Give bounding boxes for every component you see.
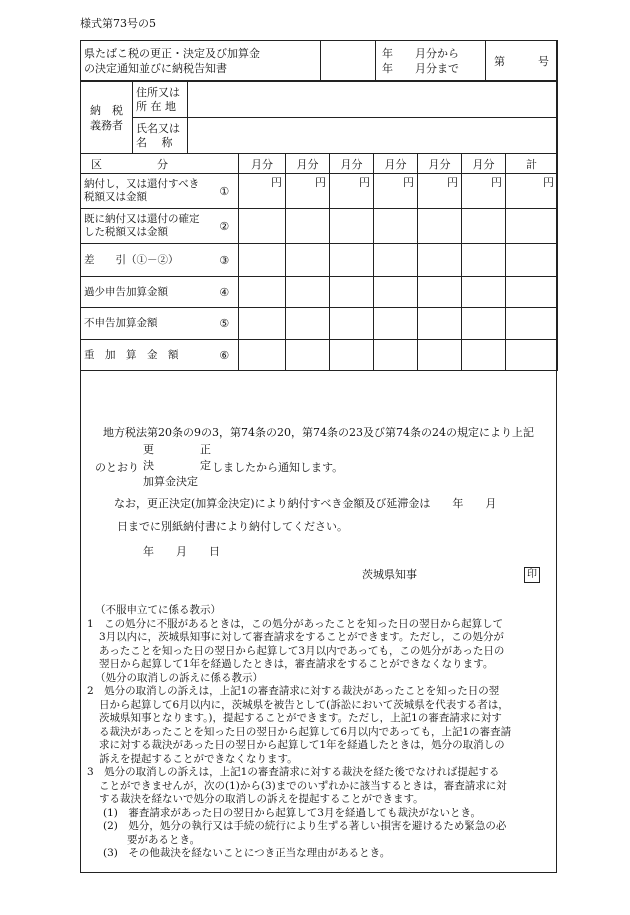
- amount-row: [81, 174, 558, 209]
- amount-row-label: 不申告加算金額: [81, 308, 211, 340]
- option-kettei-1: 決: [143, 459, 154, 472]
- amount-row-label: 過少申告加算金額: [81, 277, 211, 308]
- law-text: 地方税法第20条の9の3，第74条の20，第74条の23及び第74条の24の規定により上記: [103, 426, 534, 439]
- appeal-p2-line5: 求に対する裁決があった日の翌日から起算して1年を経過したときは，処分の取消しの: [99, 739, 505, 751]
- amount-cell[interactable]: [418, 277, 462, 308]
- appeal-p2-line4: る裁決があったことを知った日の翌日から起算して6月以内であっても，上記1の審査請: [99, 725, 512, 738]
- amount-total-cell[interactable]: [506, 277, 558, 308]
- amount-row-label: 既に納付又は還付の確定した税額又は金額: [81, 209, 211, 244]
- notify-text: しましたから通知します。: [212, 461, 344, 474]
- amount-row: [81, 244, 558, 277]
- taxpayer-label: 納 税 義務者: [81, 82, 133, 154]
- option-kasankin: 加算金決定: [143, 475, 198, 488]
- form-number: 様式第73号の5: [80, 17, 156, 30]
- total-header: 計: [506, 154, 558, 174]
- amount-cell[interactable]: [418, 244, 462, 277]
- amount-cell[interactable]: [330, 244, 374, 277]
- amount-row-label: 差 引（①－②）: [81, 244, 211, 277]
- appeal-p1-line1: 1 この処分に不服があるときは，この処分があったことを知った日の翌日から起算して: [87, 617, 504, 630]
- amount-total-cell[interactable]: [506, 244, 558, 277]
- address-label: 住所又は 所 在 地: [133, 82, 188, 118]
- amount-cell[interactable]: [418, 308, 462, 340]
- appeal-p2-line2: 日から起算して6月以内に，茨城県を被告として(訴訟において茨城県を代表する者は，: [99, 698, 509, 711]
- amounts-table: [80, 153, 558, 371]
- amount-cell[interactable]: 円: [239, 174, 286, 209]
- amount-cell[interactable]: [330, 308, 374, 340]
- amount-row: [81, 277, 558, 308]
- appeal-p3-line1: 3 処分の取消しの訴えは，上記1の審査請求に対する裁決を経た後でなければ提起する: [87, 766, 500, 778]
- lawsuit-heading: （処分の取消しの訴えに係る教示）: [95, 671, 263, 684]
- amount-cell[interactable]: [462, 308, 506, 340]
- amount-total-cell[interactable]: [506, 340, 558, 371]
- amount-cell[interactable]: [418, 340, 462, 371]
- amount-row-mark: ①: [211, 174, 239, 209]
- appeal-p3-line2: ことができませんが，次の(1)から(3)までのいずれかに該当するときは，審査請求に対: [99, 779, 507, 792]
- amount-row: [81, 209, 558, 244]
- notice-title: 県たばこ税の更正・決定及び加算金 の決定通知並びに納税告知書: [81, 41, 321, 81]
- category-header: 区 分: [81, 154, 239, 174]
- option-kousei-2: 正: [200, 443, 211, 456]
- name-value[interactable]: [188, 118, 558, 154]
- amount-cell[interactable]: [330, 277, 374, 308]
- appeal-p2-line3: 茨城県知事となります。)，提起することができます。ただし，上記1の審査請求に対す: [99, 712, 502, 724]
- month-header-4: 月分: [374, 154, 418, 174]
- appeal-p2-line6: 訴えを提起することができなくなります。: [99, 752, 298, 765]
- amount-row: [81, 308, 558, 340]
- month-header-1: 月分: [239, 154, 286, 174]
- amount-cell[interactable]: [374, 277, 418, 308]
- period-cell: 年 月分から 年 月分まで: [376, 41, 486, 81]
- amount-cell[interactable]: [374, 340, 418, 371]
- amount-cell[interactable]: [286, 340, 330, 371]
- amount-cell[interactable]: [374, 308, 418, 340]
- month-header-6: 月分: [462, 154, 506, 174]
- option-kousei-1: 更: [143, 443, 154, 456]
- appeal-p1-line4: 翌日から起算して1年を経過したときは，審査請求をすることができなくなります。: [99, 658, 494, 670]
- appeal-instructions: [87, 604, 553, 861]
- appeal-p3-line3: する裁決を経ないで処分の取消しの訴えを提起することができます。: [99, 793, 424, 805]
- month-header-3: 月分: [330, 154, 374, 174]
- amount-cell[interactable]: [286, 308, 330, 340]
- amount-cell[interactable]: [462, 244, 506, 277]
- amount-cell[interactable]: 円: [374, 174, 418, 209]
- amount-cell[interactable]: [239, 209, 286, 244]
- appeal-item2-line2: 要があるとき。: [127, 833, 201, 846]
- amount-cell[interactable]: [286, 244, 330, 277]
- option-kettei-2: 定: [200, 459, 211, 472]
- issuer-name: 茨城県知事: [362, 568, 417, 581]
- amount-total-cell[interactable]: [506, 209, 558, 244]
- amount-cell[interactable]: 円: [330, 174, 374, 209]
- name-label: 氏名又は 名 称: [133, 118, 188, 154]
- header-blank: [321, 41, 376, 81]
- amount-cell[interactable]: 円: [418, 174, 462, 209]
- amount-cell[interactable]: [462, 209, 506, 244]
- header-table: [80, 40, 558, 81]
- amount-cell[interactable]: [418, 209, 462, 244]
- appeal-p2-line1: 2 処分の取消しの訴えは，上記1の審査請求に対する裁決があったことを知った日の翌: [87, 685, 500, 697]
- amount-cell[interactable]: [239, 340, 286, 371]
- amount-total-cell[interactable]: 円: [506, 174, 558, 209]
- appeal-item2-line1: (2) 処分，処分の執行又は手続の続行により生ずる著しい損害を避けるため緊急の必: [103, 820, 507, 832]
- amount-cell[interactable]: [374, 209, 418, 244]
- appeal-item1: (1) 審査請求があった日の翌日から起算して3月を経過しても裁決がないとき。: [103, 806, 482, 819]
- amount-cell[interactable]: [330, 340, 374, 371]
- month-header-2: 月分: [286, 154, 330, 174]
- month-header-5: 月分: [418, 154, 462, 174]
- seal-mark: 印: [524, 567, 540, 583]
- toori-text: のとおり: [95, 461, 139, 474]
- appeal-item3: (3) その他裁決を経ないことにつき正当な理由があるとき。: [103, 847, 391, 859]
- amount-row-label: 納付し，又は還付すべき税額又は金額: [81, 174, 211, 209]
- amount-cell[interactable]: [239, 277, 286, 308]
- appeal-p1-line3: あったことを知った日の翌日から起算して3月以内であっても，この処分があった日の: [99, 644, 505, 657]
- amount-row-mark: ⑤: [211, 308, 239, 340]
- appeal-p1-line2: 3月以内に，茨城県知事に対して審査請求をすることができます。ただし，この処分が: [99, 631, 504, 643]
- amount-total-cell[interactable]: [506, 308, 558, 340]
- amount-cell[interactable]: [286, 277, 330, 308]
- payment-deadline-text: なお，更正決定(加算金決定)により納付すべき金額及び延滞金は 年 月: [114, 497, 497, 510]
- notice-number: 第 号: [486, 41, 558, 81]
- amount-row: [81, 340, 558, 371]
- payment-instruction: 日までに別紙納付書により納付してください。: [117, 520, 348, 533]
- amount-cell[interactable]: [374, 244, 418, 277]
- amount-row-mark: ④: [211, 277, 239, 308]
- address-value[interactable]: [188, 82, 558, 118]
- amount-cell[interactable]: [239, 308, 286, 340]
- amount-row-mark: ③: [211, 244, 239, 277]
- taxpayer-table: [80, 81, 558, 154]
- amount-row-mark: ②: [211, 209, 239, 244]
- amount-cell[interactable]: [462, 277, 506, 308]
- appeal-heading: （不服申立てに係る教示）: [95, 604, 221, 616]
- amount-row-mark: ⑥: [211, 340, 239, 371]
- amount-cell[interactable]: [239, 244, 286, 277]
- issue-date: 年 月 日: [143, 545, 220, 558]
- amount-cell[interactable]: 円: [462, 174, 506, 209]
- amount-cell[interactable]: [286, 209, 330, 244]
- amounts-header-row: [81, 154, 558, 174]
- amount-cell[interactable]: [330, 209, 374, 244]
- amount-cell[interactable]: [462, 340, 506, 371]
- amount-row-label: 重 加 算 金 額: [81, 340, 211, 371]
- amount-cell[interactable]: 円: [286, 174, 330, 209]
